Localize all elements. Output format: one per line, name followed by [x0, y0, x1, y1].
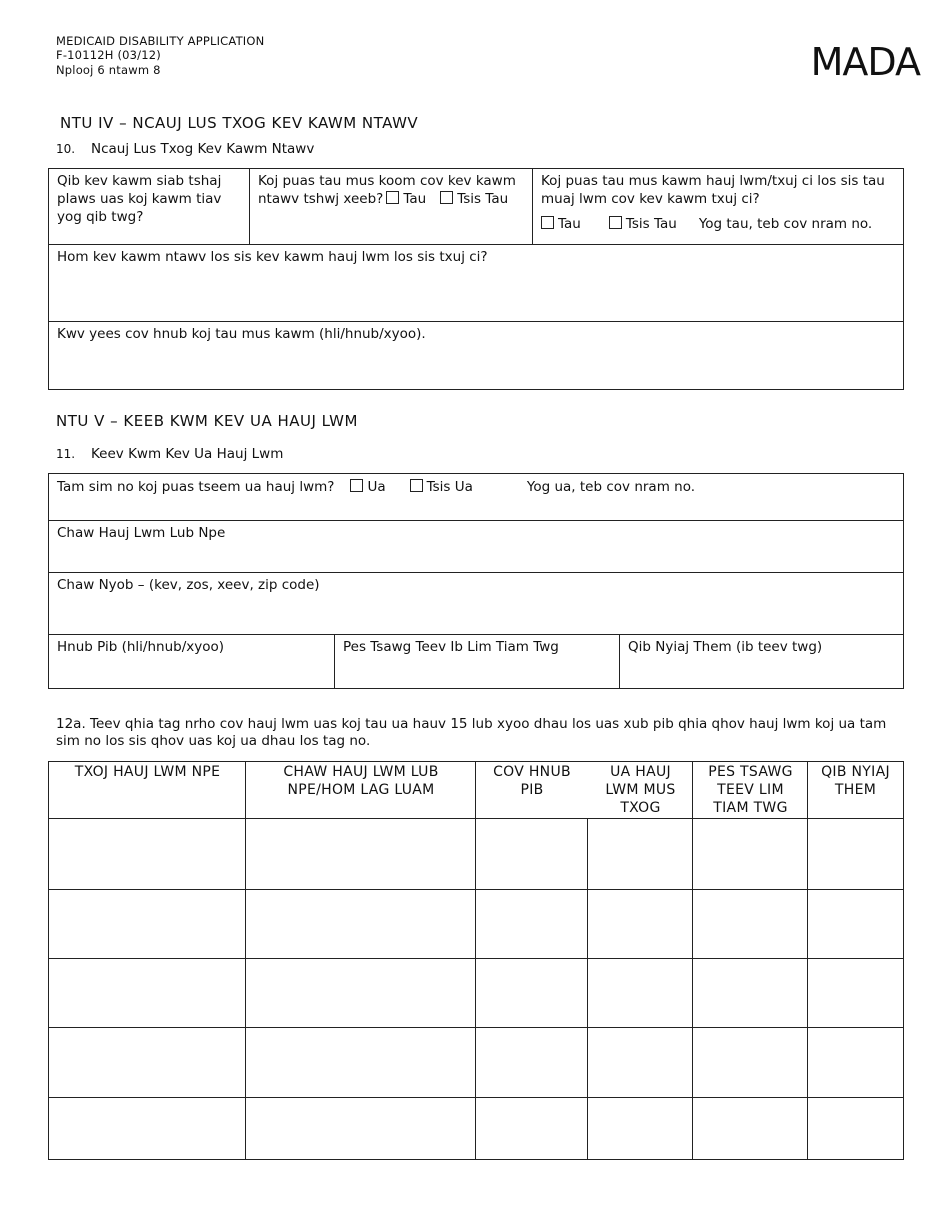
form-number: F-10112H (03/12) — [56, 48, 161, 62]
item-10-number: 10. — [56, 142, 76, 156]
education-box — [48, 168, 904, 390]
col-header-employer: CHAW HAUJ LWM LUB NPE/HOM LAG LUAM — [283, 764, 439, 798]
item-11-number: 11. — [56, 447, 76, 461]
hours-per-week-label: Pes Tsawg Teev Ib Lim Tiam Twg — [343, 639, 559, 655]
currently-working-field — [49, 474, 903, 520]
working-if-yes-note: Yog ua, teb cov nram no. — [526, 479, 696, 495]
education-type-field[interactable] — [49, 244, 903, 322]
currently-working-label: Tam sim no koj puas tseem ua hauj lwm? — [57, 479, 335, 495]
vocational-label: Koj puas tau mus kawm hauj lwm/txuj ci los sis tau muaj lwm cov kev kawm txuj ci? — [541, 173, 885, 207]
special-ed-yes-label: Tau — [403, 191, 427, 207]
item-11-heading — [56, 446, 283, 462]
employer-name-field[interactable] — [49, 520, 903, 572]
working-no-label: Tsis Ua — [426, 479, 473, 495]
employer-address-field[interactable] — [49, 572, 903, 634]
table-row[interactable] — [49, 1028, 903, 1097]
item-10-title: Ncauj Lus Txog Kev Kawm Ntawv — [91, 141, 315, 157]
form-title: MEDICAID DISABILITY APPLICATION — [56, 34, 265, 48]
vocational-yes-checkbox[interactable] — [541, 216, 554, 229]
table-row[interactable] — [49, 819, 903, 889]
working-no-checkbox[interactable] — [410, 479, 423, 492]
table-row[interactable] — [49, 890, 903, 958]
section-4-title: NTU IV – NCAUJ LUS TXOG KEV KAWM NTAWV — [60, 114, 419, 132]
col-header-job-title: TXOJ HAUJ LWM NPE — [74, 764, 221, 780]
highest-grade-field[interactable] — [49, 169, 249, 244]
special-ed-no-label: Tsis Tau — [457, 191, 509, 207]
highest-grade-label: Qib kev kawm siab tshaj plaws uas koj kawm tiav yog qib twg? — [57, 173, 222, 225]
col-header-start-date: COV HNUB PIB — [493, 764, 571, 798]
job-history-table — [48, 761, 904, 1160]
vocational-no-label: Tsis Tau — [625, 216, 677, 232]
vocational-field — [532, 169, 905, 244]
mada-logo: MADA — [810, 40, 920, 84]
special-ed-field — [249, 169, 532, 244]
working-yes-label: Ua — [367, 479, 386, 495]
start-date-field[interactable] — [49, 634, 334, 688]
section-5-title: NTU V – KEEB KWM KEV UA HAUJ LWM — [56, 412, 358, 430]
hourly-pay-field[interactable] — [619, 634, 903, 688]
table-row[interactable] — [49, 959, 903, 1027]
item-12a-instructions: 12a. Teev qhia tag nrho cov hauj lwm uas koj tau ua hauv 15 lub xyoo dhau los uas xub pib qhia qhov hauj lwm koj ua tam sim no los sis qhov uas koj ua dhau los tag no. — [56, 716, 887, 749]
education-dates-label: Kwv yees cov hnub koj tau mus kawm (hli/hnub/xyoo). — [57, 326, 426, 342]
special-ed-label: Koj puas tau mus koom cov kev kawm ntawv tshwj xeeb? — [258, 173, 516, 207]
working-yes-checkbox[interactable] — [350, 479, 363, 492]
education-type-label: Hom kev kawm ntawv los sis kev kawm hauj lwm los sis txuj ci? — [57, 249, 488, 265]
special-ed-no-checkbox[interactable] — [440, 191, 453, 204]
col-header-hours: PES TSAWG TEEV LIM TIAM TWG — [708, 764, 793, 816]
special-ed-yes-checkbox[interactable] — [386, 191, 399, 204]
start-date-label: Hnub Pib (hli/hnub/xyoo) — [57, 639, 225, 655]
page-number: Nplooj 6 ntawm 8 — [56, 63, 161, 77]
education-dates-field[interactable] — [49, 321, 903, 389]
hourly-pay-label: Qib Nyiaj Them (ib teev twg) — [628, 639, 823, 655]
hours-per-week-field[interactable] — [334, 634, 619, 688]
vocational-if-yes-note: Yog tau, teb cov nram no. — [698, 216, 873, 232]
employer-address-label: Chaw Nyob – (kev, zos, xeev, zip code) — [57, 577, 320, 593]
work-history-box — [48, 473, 904, 689]
col-header-pay: QIB NYIAJ THEM — [821, 764, 890, 798]
item-10-heading — [56, 141, 314, 157]
item-11-title: Keev Kwm Kev Ua Hauj Lwm — [91, 446, 284, 462]
table-row[interactable] — [49, 1098, 903, 1159]
vocational-no-checkbox[interactable] — [609, 216, 622, 229]
employer-name-label: Chaw Hauj Lwm Lub Npe — [57, 525, 226, 541]
col-header-end-date: UA HAUJ LWM MUS TXOG — [605, 764, 676, 816]
vocational-yes-label: Tau — [558, 216, 581, 232]
